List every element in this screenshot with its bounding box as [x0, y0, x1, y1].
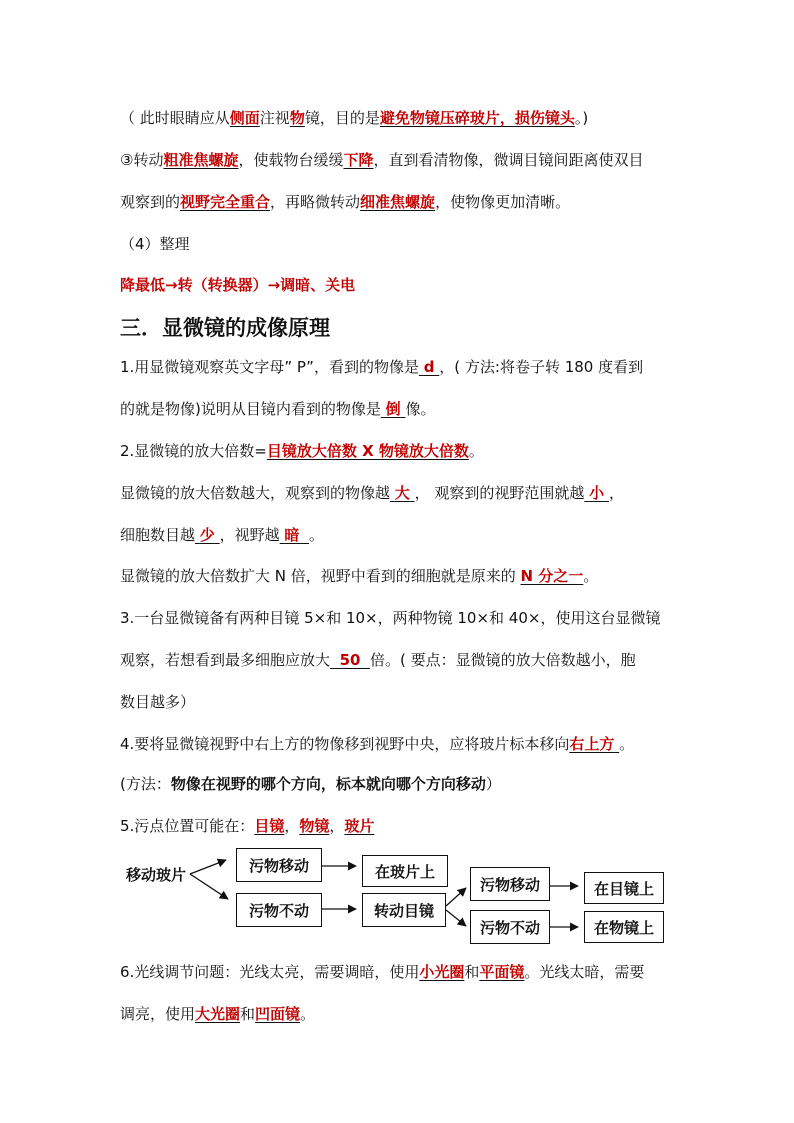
- q3-line-2: 观察，若想看到最多细胞应放大 50 倍。( 要点：显微镜的放大倍数越小，胞: [120, 651, 636, 669]
- answer-objective-lens: 物镜: [299, 817, 330, 835]
- q2-formula: 2.显微镜的放大倍数=目镜放大倍数 X 物镜放大倍数。: [120, 442, 484, 460]
- answer-flat-mirror: 平面镜: [479, 963, 525, 981]
- arrow-to-stays2: [446, 910, 466, 926]
- answer-small: 小: [589, 484, 605, 502]
- answer-objective: 物: [289, 109, 305, 127]
- answer-fifty: 50: [339, 651, 361, 669]
- q6-line-2: 调亮，使用大光圈和凹面镜。: [120, 1005, 316, 1023]
- q4-line-2: (方法：物像在视野的哪个方向，标本就向哪个方向移动）: [120, 775, 501, 793]
- flow-box-moves-2: 污物移动: [470, 867, 550, 901]
- flow-box-on-eyepiece: 在目镜上: [584, 872, 664, 904]
- flow-box-stays: 污物不动: [236, 893, 322, 927]
- q1-line-1: 1.用显微镜观察英文字母” P”，看到的物像是 d ，( 方法:将卷子转 180 度看到: [120, 358, 644, 376]
- answer-large: 大: [394, 484, 410, 502]
- answer-dark: 暗: [284, 526, 300, 544]
- answer-small-aperture: 小光圈: [419, 963, 465, 981]
- answer-view-overlap: 视野完全重合: [180, 193, 271, 211]
- flow-box-stays-2: 污物不动: [470, 910, 550, 944]
- answer-lower: 下降: [343, 151, 374, 169]
- answer-n-fraction: N 分之一: [520, 567, 584, 585]
- q3-line-1: 3.一台显微镜备有两种目镜 5×和 10×，两种物镜 10×和 40×，使用这台显微镜: [120, 609, 661, 627]
- answer-eyepiece: 目镜: [254, 817, 285, 835]
- arrow-to-moves: [190, 860, 226, 874]
- answer-magnification-formula: 目镜放大倍数 X 物镜放大倍数: [266, 442, 469, 460]
- q4-line-1: 4.要将显微镜视野中右上方的物像移到视野中央，应将玻片标本移向右上方 。: [120, 735, 635, 753]
- flow-box-rotate-eyepiece: 转动目镜: [362, 893, 446, 927]
- flow-start-label: 移动玻片: [126, 866, 187, 884]
- text-line-coarse-focus: ③转动粗准焦螺旋，使载物台缓缓下降，直到看清物像，微调目镜间距离使双目: [120, 151, 644, 169]
- flow-box-on-slide: 在玻片上: [362, 855, 448, 887]
- section-tidy-label: （4）整理: [120, 235, 190, 253]
- answer-side: 侧面: [229, 109, 260, 127]
- answer-concave-mirror: 凹面镜: [255, 1005, 301, 1023]
- answer-fine-focus: 细准焦螺旋: [360, 193, 436, 211]
- answer-letter-d: d: [423, 358, 435, 376]
- flow-box-moves: 污物移动: [236, 848, 322, 882]
- answer-large-aperture: 大光圈: [195, 1005, 241, 1023]
- q3-line-3: 数目越多）: [120, 693, 196, 711]
- text-line-fine-focus: 观察到的视野完全重合，再略微转动细准焦螺旋，使物像更加清晰。: [120, 193, 571, 211]
- q1-line-2: 的就是物像)说明从目镜内看到的物像是 倒 像。: [120, 400, 436, 418]
- answer-upper-right: 右上方: [569, 735, 615, 753]
- arrow-to-moves2: [446, 888, 466, 906]
- arrow-to-stays: [190, 874, 228, 899]
- flow-box-on-objective: 在物镜上: [584, 911, 664, 943]
- q2-line-4: 显微镜的放大倍数扩大 N 倍，视野中看到的细胞就是原来的 N 分之一。: [120, 567, 599, 585]
- method-rule: 物像在视野的哪个方向，标本就向哪个方向移动: [170, 775, 486, 793]
- tidy-steps: 降最低→转（转换器）→调暗、关电: [120, 276, 356, 294]
- q2-line-3: 细胞数目越 少 ，视野越 暗 。: [120, 526, 324, 544]
- answer-few: 少: [199, 526, 215, 544]
- answer-coarse-focus: 粗准焦螺旋: [163, 151, 239, 169]
- q6-line-1: 6.光线调节问题：光线太亮，需要调暗，使用小光圈和平面镜。光线太暗，需要: [120, 963, 645, 981]
- answer-slide: 玻片: [344, 817, 375, 835]
- text-line-eye-position: （ 此时眼睛应从侧面注视物镜，目的是避免物镜压碎玻片，损伤镜头。): [120, 109, 589, 127]
- q2-line-2: 显微镜的放大倍数越大，观察到的物像越 大 ， 观察到的视野范围就越 小 ，: [120, 484, 624, 502]
- q5-line: 5.污点位置可能在：目镜，物镜，玻片: [120, 817, 375, 835]
- answer-inverted: 倒: [385, 400, 401, 418]
- answer-purpose: 避免物镜压碎玻片，损伤镜头: [379, 109, 575, 127]
- section-heading: 三．显微镜的成像原理: [120, 316, 330, 340]
